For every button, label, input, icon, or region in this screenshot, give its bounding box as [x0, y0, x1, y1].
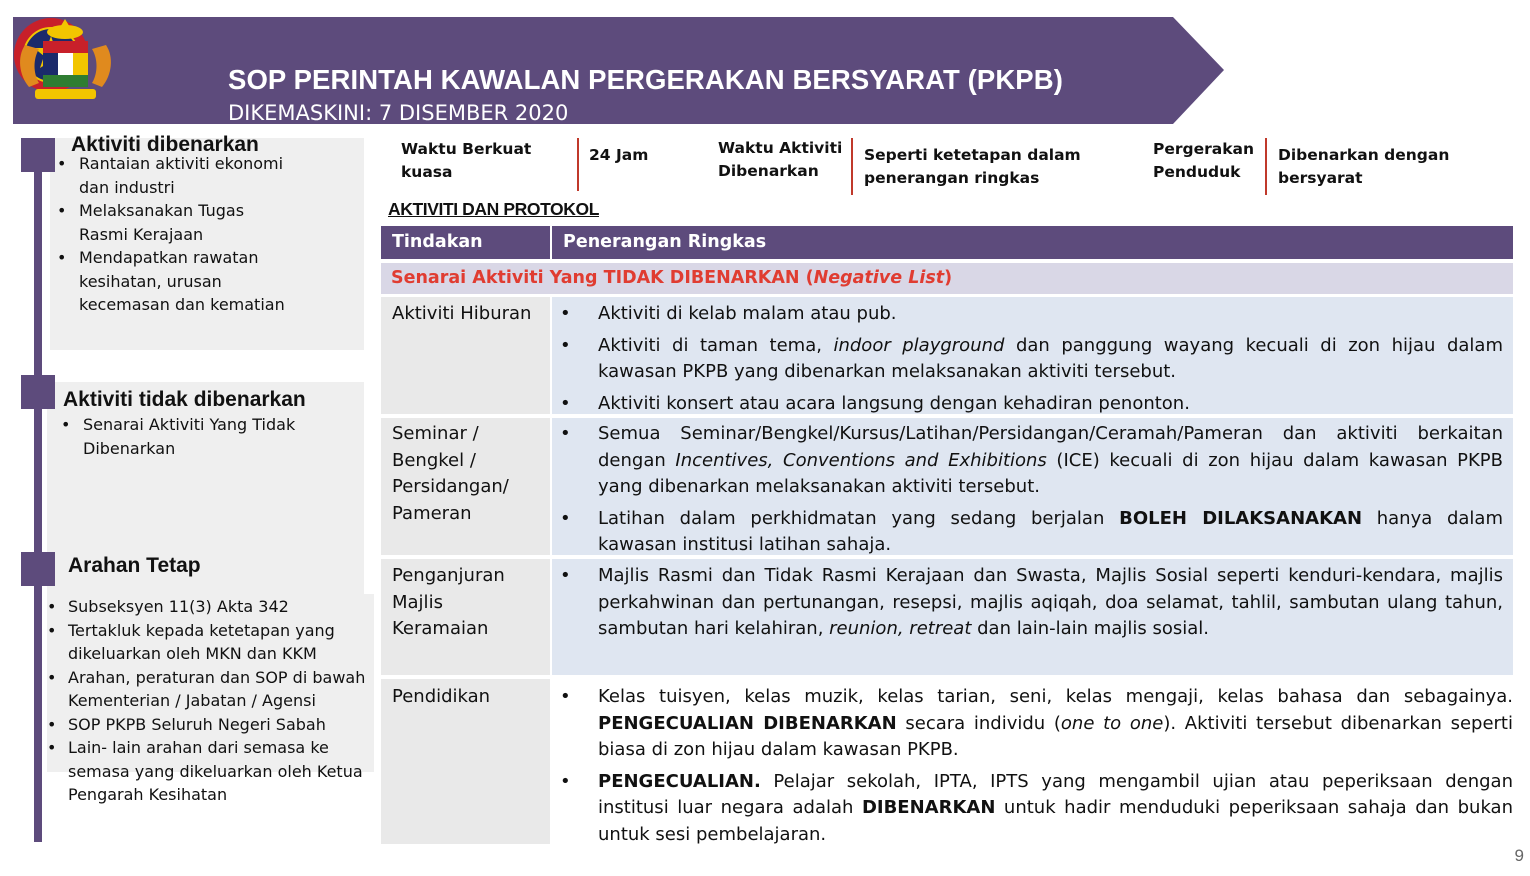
row-description-list — [560, 684, 1513, 848]
description-item — [560, 333, 1503, 386]
text-run: Latihan dalam perkhidmatan yang sedang berjalan — [598, 507, 1120, 529]
text-run: Pelajar sekolah, IPTA, IPTS yang mengambil ujian atau peperiksaan dengan institusi luar negara adalah — [598, 770, 1513, 818]
allowed-heading: Aktiviti dibenarkan — [71, 133, 259, 156]
effective-time-label: Waktu Berkuat kuasa — [401, 140, 532, 181]
text-run: dan panggung wayang kecuali di zon hijau dalam kawasan PKPB yang dibenarkan melaksanakan aktiviti tersebut. — [598, 334, 1503, 382]
activity-time-value: Seperti ketetapan dalam penerangan ringkas — [864, 146, 1081, 187]
section-title: AKTIVITI DAN PROTOKOL — [388, 199, 599, 219]
table-header-action: Tindakan — [381, 226, 550, 259]
not-allowed-list — [57, 413, 337, 460]
emphasis-bold: PENGECUALIAN DIBENARKAN — [598, 712, 897, 734]
timeline-marker — [21, 375, 55, 409]
activity-time-label: Waktu Aktiviti Dibenarkan — [718, 139, 843, 180]
divider — [851, 138, 853, 195]
row-action-label: Aktiviti Hiburan — [392, 303, 532, 324]
text-run: (ICE) kecuali di zon hijau dalam kawasan PKPB yang dibenarkan melaksanakan aktiviti tersebut. — [598, 449, 1503, 497]
text-run: secara individu ( — [896, 712, 1061, 734]
description-item — [560, 563, 1503, 643]
standing-orders-list — [47, 595, 377, 807]
list-item: • Mendapatkan rawatan kesihatan, urusan kecemasan dan kematian — [53, 246, 293, 317]
text-run: hanya dalam kawasan institusi latihan sahaja. — [598, 507, 1503, 555]
malaysia-coat-of-arms — [13, 17, 118, 103]
effective-time-value: 24 Jam — [589, 146, 649, 164]
text-run: ). Aktiviti tersebut dibenarkan seperti biasa di zon hijau dalam kawasan PKPB. — [598, 712, 1513, 760]
not-allowed-heading: Aktiviti tidak dibenarkan — [63, 388, 306, 411]
row-description-list — [560, 563, 1503, 643]
title-banner — [13, 17, 1224, 124]
emphasis-italic: indoor playground — [833, 334, 1005, 356]
row-description-list — [560, 421, 1503, 559]
emphasis-bold: DIBENARKAN — [861, 797, 996, 818]
description-item — [560, 769, 1513, 849]
emphasis-bold: PENGECUALIAN. — [598, 770, 761, 792]
list-item: • Arahan, peraturan dan SOP di bawah Kementerian / Jabatan / Agensi — [47, 666, 377, 713]
row-action-label: Penganjuran Majlis Keramaian — [392, 565, 505, 639]
list-item: • Rantaian aktiviti ekonomi dan industri — [53, 152, 293, 199]
timeline-marker — [21, 552, 55, 586]
timeline-marker — [21, 138, 55, 172]
timeline-line — [34, 140, 42, 842]
negative-list-suffix: ) — [944, 268, 953, 288]
row-action-label: Seminar / Bengkel / Persidangan/ Pameran — [392, 423, 509, 524]
negative-list-heading — [381, 263, 1513, 294]
description-item — [560, 506, 1503, 559]
table-header-description: Penerangan Ringkas — [552, 226, 1513, 259]
text-run: Majlis Rasmi dan Tidak Rasmi Kerajaan dan Swasta, Majlis Sosial seperti kenduri-kendara, majlis perkahwinan dan pertunangan, resepsi, majlis aqiqah, doa selamat, tahlil, sambutan ulang tahun, sambutan hari kelahiran, — [598, 565, 1503, 639]
row-description-list — [560, 301, 1503, 417]
text-run: Aktiviti di taman tema, — [598, 334, 834, 356]
standing-orders-heading: Arahan Tetap — [68, 554, 201, 577]
page-subtitle: DIKEMASKINI: 7 DISEMBER 2020 — [228, 101, 569, 125]
description-item — [560, 684, 1513, 764]
list-item: • Melaksanakan Tugas Rasmi Kerajaan — [53, 199, 293, 246]
divider — [1265, 138, 1267, 195]
text-run: Kelas tuisyen, kelas muzik, kelas tarian, seni, kelas mengaji, kelas bahasa dan sebagainya. — [598, 686, 1513, 707]
negative-list-prefix: Senarai Aktiviti Yang TIDAK DIBENARKAN ( — [391, 268, 814, 288]
allowed-list — [53, 152, 293, 317]
description-item — [560, 391, 1503, 418]
row-action-label: Pendidikan — [392, 686, 491, 707]
text-run: Semua Seminar/Bengkel/Kursus/Latihan/Persidangan/Ceramah/Pameran dan aktiviti berkaitan dengan — [598, 423, 1503, 471]
emphasis-italic: reunion, retreat — [829, 618, 972, 639]
emphasis-italic: one to one — [1060, 712, 1164, 734]
emphasis-bold: BOLEH DILAKSANAKAN — [1119, 507, 1363, 529]
movement-value: Dibenarkan dengan bersyarat — [1278, 146, 1450, 187]
emphasis-italic: Incentives, Conventions and Exhibitions — [675, 449, 1047, 471]
page-number: 9 — [1514, 846, 1524, 865]
text-run: dan lain-lain majlis sosial. — [971, 618, 1210, 639]
movement-label: Pergerakan Penduduk — [1153, 140, 1255, 181]
list-item: • Lain- lain arahan dari semasa ke semasa yang dikeluarkan oleh Ketua Pengarah Kesihatan — [47, 736, 377, 807]
page-title: SOP PERINTAH KAWALAN PERGERAKAN BERSYARAT (PKPB) — [228, 64, 1063, 95]
list-item: • Tertakluk kepada ketetapan yang dikeluarkan oleh MKN dan KKM — [47, 619, 377, 666]
text-run: Aktiviti di kelab malam atau pub. — [598, 303, 897, 324]
list-item: • Subseksyen 11(3) Akta 342 — [47, 595, 377, 619]
text-run: untuk hadir menduduki peperiksaan sahaja dan bukan untuk sesi pembelajaran. — [598, 797, 1513, 845]
list-item: • Senarai Aktiviti Yang Tidak Dibenarkan — [57, 413, 337, 460]
divider — [577, 138, 579, 191]
description-item — [560, 301, 1503, 328]
text-run: Aktiviti konsert atau acara langsung dengan kehadiran penonton. — [598, 392, 1190, 414]
list-item: • SOP PKPB Seluruh Negeri Sabah — [47, 713, 377, 737]
description-item — [560, 421, 1503, 501]
negative-list-italic: Negative List — [813, 268, 945, 288]
